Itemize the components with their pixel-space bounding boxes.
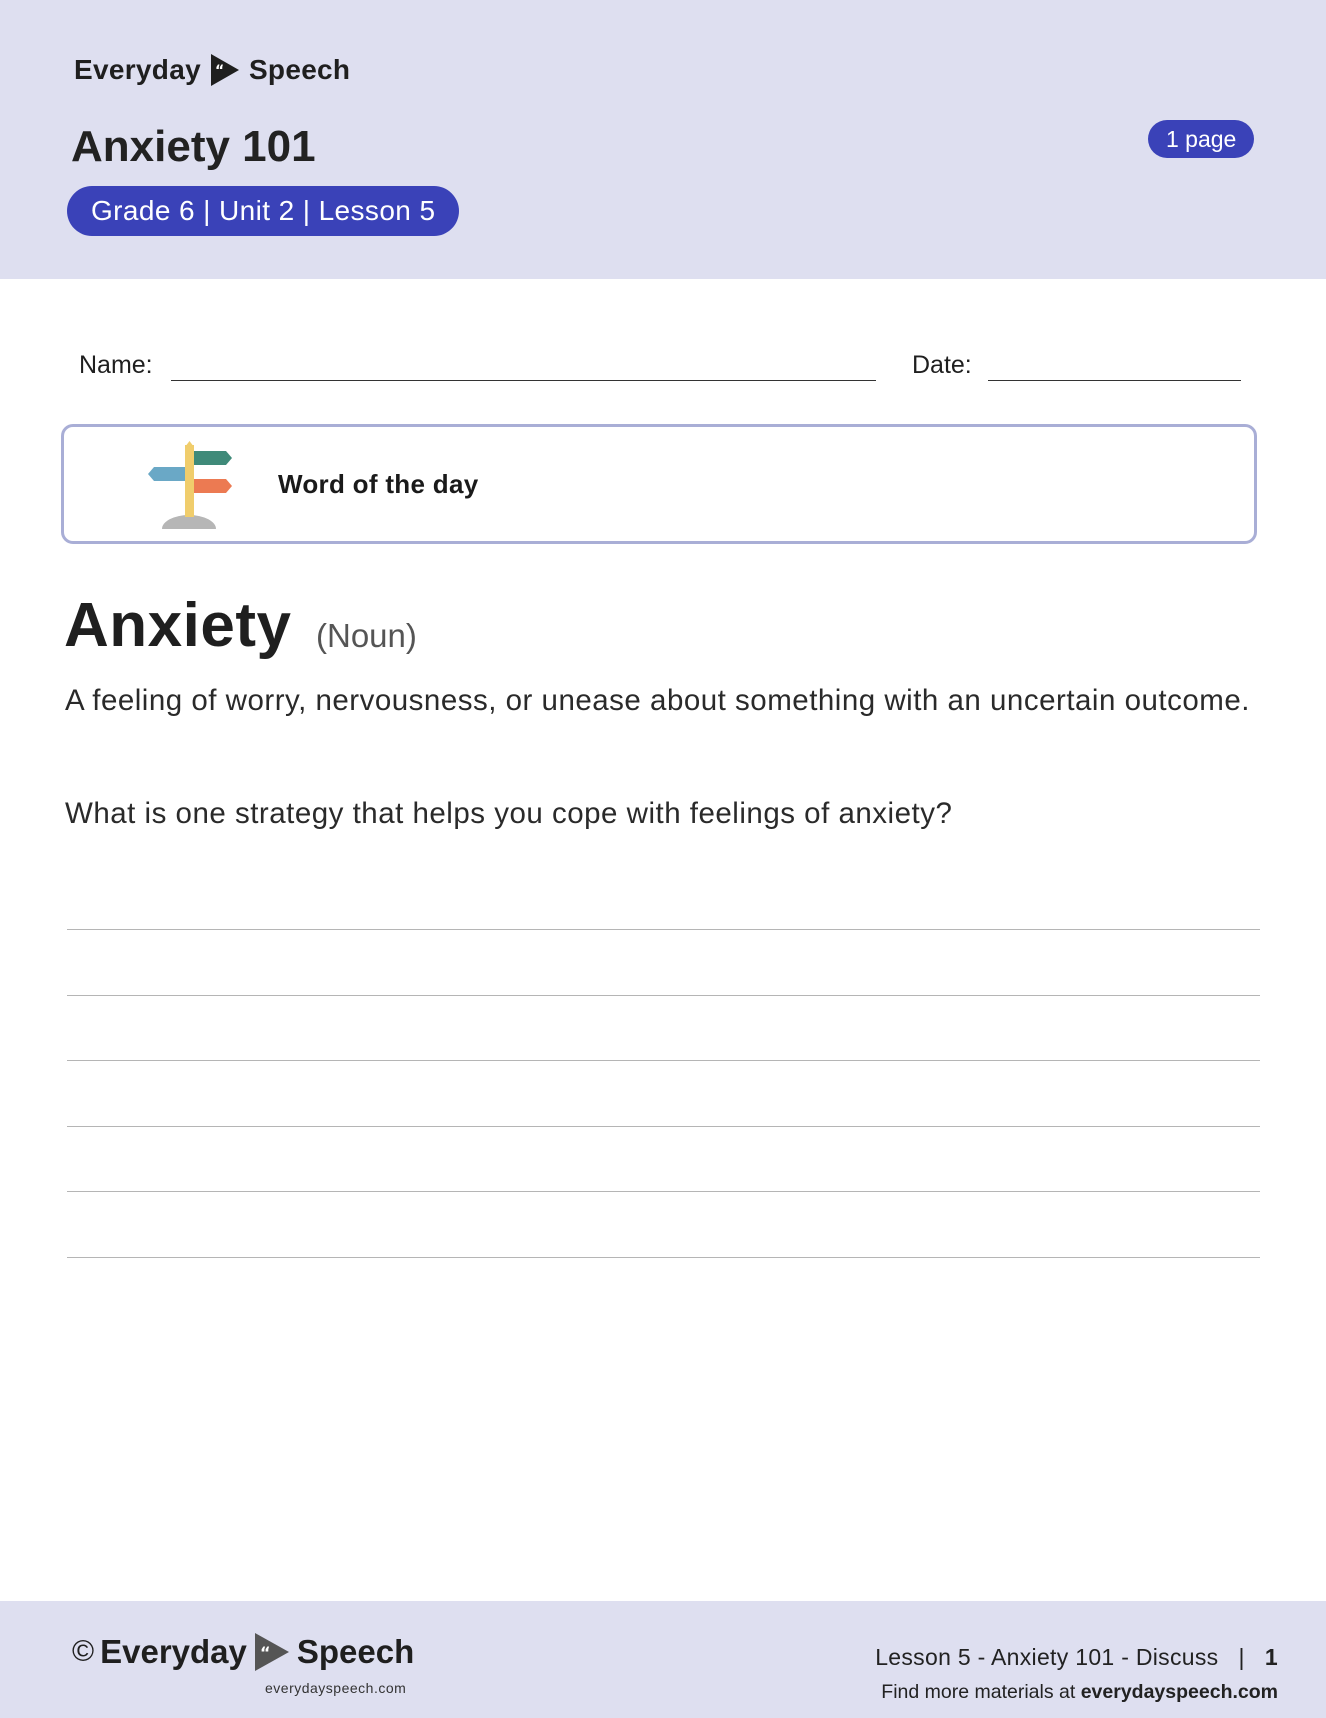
footer-separator: | <box>1238 1644 1245 1670</box>
signpost-icon <box>148 441 234 529</box>
footer-more-materials <box>881 1681 1278 1704</box>
answer-line[interactable] <box>67 1191 1260 1192</box>
name-label: Name: <box>79 351 153 379</box>
word-of-the-day-box <box>61 424 1257 544</box>
word-definition: A feeling of worry, nervousness, or unease about something with an uncertain outcome. <box>65 684 1250 717</box>
svg-text:“: “ <box>259 1643 271 1662</box>
footer-page-number: 1 <box>1264 1644 1278 1670</box>
svg-text:“: “ <box>214 63 225 79</box>
word-of-the-day-label: Word of the day <box>278 469 479 499</box>
footer-brand-url: everydayspeech.com <box>265 1680 407 1696</box>
footer-lesson-info <box>875 1644 1278 1671</box>
brand-right-text: Speech <box>248 54 351 85</box>
footer-more-prefix: Find more materials at <box>881 1681 1076 1703</box>
footer-brand-left-text: Everyday <box>100 1633 247 1670</box>
page-count-badge: 1 page <box>1148 120 1254 158</box>
footer-more-link[interactable]: everydayspeech.com <box>1080 1681 1278 1703</box>
brand-left-text: Everyday <box>74 54 201 85</box>
answer-line[interactable] <box>67 929 1260 930</box>
name-field[interactable] <box>171 380 876 381</box>
answer-line[interactable] <box>67 1126 1260 1127</box>
part-of-speech: (Noun) <box>316 617 417 654</box>
header-band <box>0 0 1326 279</box>
vocabulary-word: Anxiety <box>64 591 292 660</box>
answer-line[interactable] <box>67 1060 1260 1061</box>
footer-lesson-text: Lesson 5 - Anxiety 101 - Discuss <box>875 1644 1219 1670</box>
answer-line[interactable] <box>67 995 1260 996</box>
speech-play-icon <box>253 1631 291 1673</box>
brand-logo <box>74 52 350 88</box>
date-label: Date: <box>912 351 972 379</box>
footer-brand-right-text: Speech <box>296 1633 415 1670</box>
footer-brand-logo <box>72 1631 414 1673</box>
grade-unit-lesson-badge: Grade 6 | Unit 2 | Lesson 5 <box>67 186 459 236</box>
speech-play-icon <box>209 52 241 88</box>
copyright-symbol: © <box>72 1635 95 1668</box>
answer-line[interactable] <box>67 1257 1260 1258</box>
date-field[interactable] <box>988 380 1241 381</box>
footer-band <box>0 1601 1326 1718</box>
discussion-question: What is one strategy that helps you cope with feelings of anxiety? <box>65 797 953 830</box>
page-title: Anxiety 101 <box>71 122 316 171</box>
